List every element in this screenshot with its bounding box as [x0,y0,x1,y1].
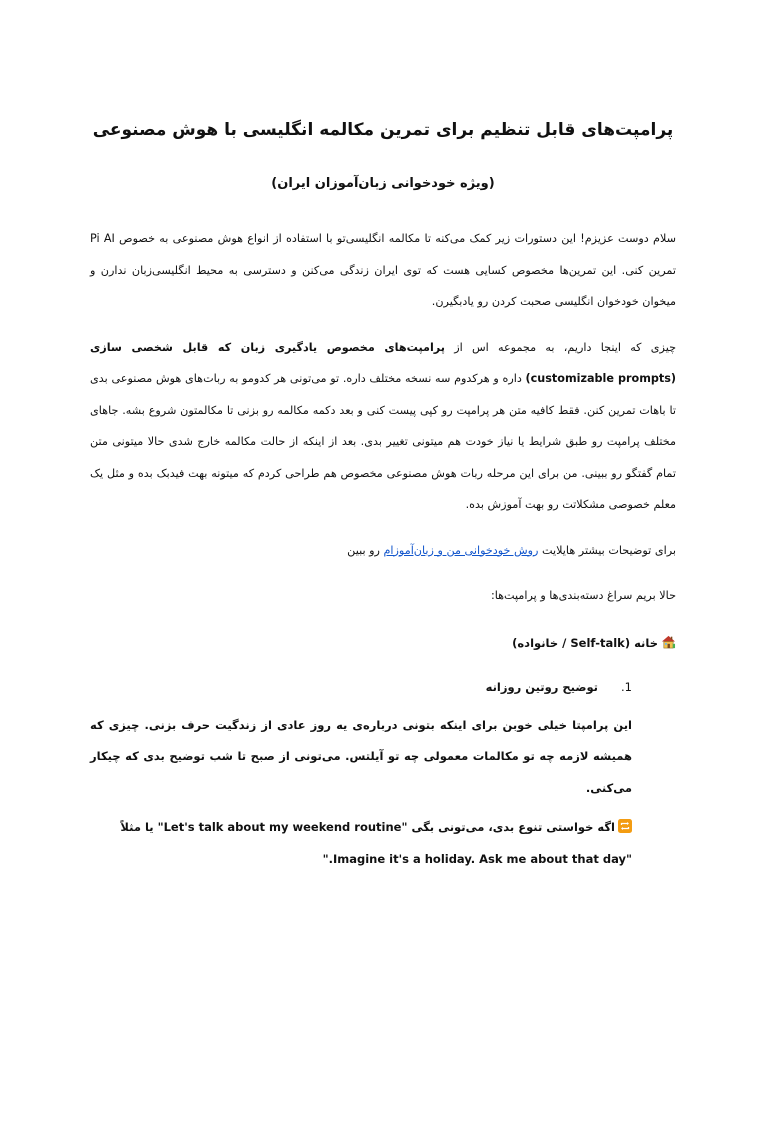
categories-intro: حالا بریم سراغ دسته‌بندی‌ها و پرامپت‌ها: [490,589,676,602]
list-item-label: توضیح روتین روزانه [485,679,598,694]
house-icon [661,635,676,649]
self-study-method-link[interactable]: روش خودخوانی من و زبان‌آموزام [383,543,539,557]
variation-tip-text: اگه خواستی تنوع بدی، می‌تونی بگی "Let's talk about my weekend routine" یا مثلاً "Imagine it's a holiday. Ask me about that day." [120,820,632,866]
prompts-description-lead: چیزی که اینجا داریم، به مجموعه اس از [444,340,676,354]
prompts-description-paragraph [90,332,676,521]
more-info-paragraph [90,535,676,567]
more-info-after: رو ببین [347,543,384,557]
prompts-description-bold: پرامپت‌های مخصوص یادگیری زبان که قابل شخصی سازی (customizable prompts) [90,340,676,385]
prompts-description-rest: داره و هرکدوم سه نسخه مختلف داره. تو می‌تونی هر کدومو به ربات‌های هوش مصنوعی بدی تا باهات تمرین کنن. فقط کافیه متن هر پرامپت رو کپی پیست کنی و بعد دکمه مکالمه رو بزنی تا مکالمتون شروع بشه. جاهای مختلف پرامپت رو طبق شرایط یا نیاز خودت هم میتونی تغییر بدی. بعد از اینکه از حالت مکالمه خارج شدی حالا میتونی متن تمام گفتگو رو ببینی. من برای این مرحله ربات هوش مصنوعی مخصوص هم طراحی کردم که میتونه بهت فیدبک بده و مثل یک معلم خصوصی مشکلاتت رو بهت آموزش بده. [90,372,676,511]
document-title: پرامپت‌های قابل تنظیم برای تمرین مکالمه انگلیسی با هوش مصنوعی [92,120,674,140]
section-heading-home [90,630,676,656]
repeat-icon [618,819,632,833]
list-item-number: 1. [621,679,632,694]
intro-paragraph: سلام دوست عزیزم! این دستورات زیر کمک می‌کنه تا مکالمه انگلیسی‌تو با استفاده از انواع هوش مصنوعی به خصوص Pi AI تمرین کنی. این تمرین‌ها مخصوص کسایی هست که توی ایران زندگی می‌کنن و دسترسی به محیط انگلیسی‌زبان ندارن و میخوان خودخوان انگلیسی صحبت کردن رو یادبگیرن. [90,232,676,308]
more-info-before: برای توضیحات بیشتر هایلایت [538,543,676,557]
section-heading-label: خانه (Self-talk / خانواده) [512,635,658,650]
list-item-daily-routine [90,674,632,700]
document-page [0,117,768,1141]
document-subtitle: (ویژه خودخوانی زبان‌آموزان ایران) [271,176,495,191]
daily-routine-description: این پرامپتا خیلی خوبن برای اینکه بتونی درباره‌ی یه روز عادی از زندگیت حرف بزنی. چیزی که همیشه لازمه چه تو مکالمات معمولی چه تو آیلتس. می‌تونی از صبح تا شب توضیح بدی که چیکار می‌کنی. [90,717,632,795]
variation-tip [90,812,632,875]
